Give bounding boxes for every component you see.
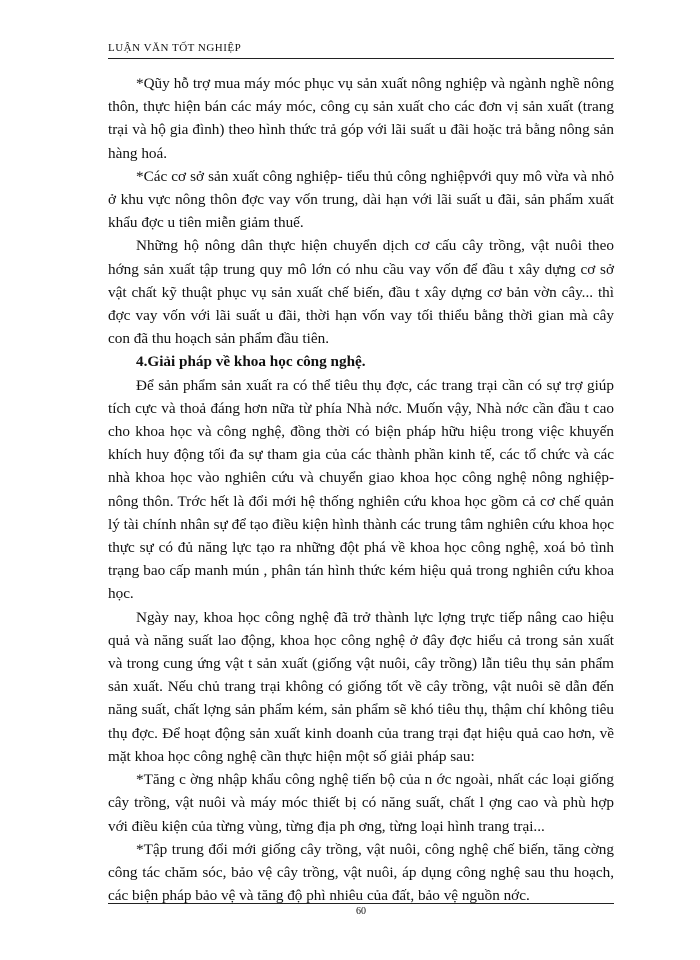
paragraph: *Tập trung đổi mới giống cây trồng, vật nuôi, công nghệ chế biến, tăng cờng công tác chăm sóc, bảo vệ cây trồng, vật nuôi, áp dụng công nghệ sau thu hoạch, các biện pháp bảo vệ và tăng độ phì nhiêu của đất, bảo vệ nguồn nớc. <box>108 840 614 905</box>
paragraph: *Tăng c ờng nhập khẩu công nghệ tiến bộ của n ớc ngoài, nhất các loại giống cây trồng, vật nuôi và máy móc thiết bị có năng suất, chất l ợng cao và phù hợp với điều kiện của từng vùng, từng địa ph ơng, từng loại hình trang trại... <box>108 771 614 835</box>
section-heading: 4.Giải pháp về khoa học công nghệ. <box>136 353 366 371</box>
paragraph: *Qũy hỗ trợ mua máy móc phục vụ sản xuất nông nghiệp và ngành nghề nông thôn, thực hiện bán các máy móc, công cụ sản xuất cho các đơn vị sản xuất (trang trại và hộ gia đình) theo hình thức trả góp với lãi suất u đãi hoặc trả bằng nông sản hàng hoá. <box>108 75 614 162</box>
paragraph: Những hộ nông dân thực hiện chuyển dịch cơ cấu cây trồng, vật nuôi theo hớng sản xuất tập trung quy mô lớn có nhu cầu vay vốn để đầu t xây dựng cơ sở vật chất kỹ thuật phục vụ sản xuất chế biến, đầu t xây dựng cơ bản vờn cây... thì đợc vay vốn với lãi suất u đãi, thời hạn vốn vay tối thiểu bằng thời gian mà cây con đã thu hoạch sản phẩm đầu tiên. <box>108 237 614 348</box>
paragraph: Để sản phẩm sản xuất ra có thể tiêu thụ đợc, các trang trại cần có sự trợ giúp tích cực và thoả đáng hơn nữa từ phía Nhà nớc. Muốn vậy, Nhà nớc cần đầu t cao cho khoa học và công nghệ, đồng thời có biện pháp hữu hiệu trong việc khuyến khích huy động tối đa sự tham gia của các thành phần kinh tế, các tổ chức và các nhà khoa học vào nghiên cứu và chuyển giao khoa học công nghệ nông nghiệp- nông thôn. Trớc hết là đổi mới hệ thống nghiên cứu khoa học gồm cả cơ chế quản lý tài chính nhân sự để tạo điều kiện hình thành các trung tâm nghiên cứu khoa học thực sự có đủ năng lực tạo ra những đột phá về khoa học công nghệ, xoá bỏ tình trạng bao cấp manh mún , phân tán hình thức kém hiệu quả trong nghiên cứu khoa học. <box>108 376 614 603</box>
document-body <box>108 72 614 907</box>
header-divider <box>108 58 614 59</box>
paragraph: *Các cơ sở sản xuất công nghiệp- tiểu thủ công nghiệpvới quy mô vừa và nhỏ ở khu vực nông thôn đợc vay vốn trung, dài hạn với lãi suất u đãi, sản phẩm xuất khẩu đợc u tiên miễn giảm thuế. <box>108 167 614 232</box>
footer-divider <box>108 903 614 904</box>
paragraph: Ngày nay, khoa học công nghệ đã trở thành lực lợng trực tiếp nâng cao hiệu quả và năng suất lao động, khoa học công nghệ ở đây đợc hiểu cả trong sản xuất và trong cung ứng vật t sản xuất (giống vật nuôi, cây trồng) lẫn tiêu thụ sản phẩm sản xuất. Nếu chủ trang trại không có giống tốt về cây trồng, vật nuôi sẽ dẫn đến năng suất, chất lợng sản phẩm kém, sản phẩm sẽ khó tiêu thụ, thậm chí không tiêu thụ đợc. Để hoạt động sản xuất kinh doanh của trang trại đạt hiệu quả cao hơn, về mặt khoa học công nghệ cần thực hiện một số giải pháp sau: <box>108 608 614 765</box>
running-header: LUẬN VĂN TỐT NGHIỆP <box>108 42 242 54</box>
page-number: 60 <box>356 906 366 917</box>
